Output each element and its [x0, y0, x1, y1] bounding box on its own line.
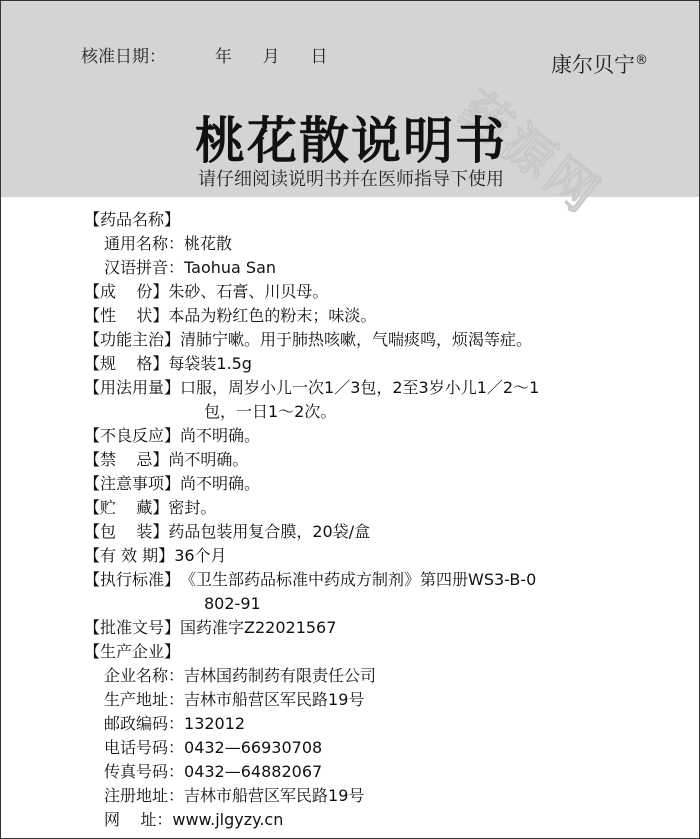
indications-row: 【功能主治】清肺宁嗽。用于肺热咳嗽，气喘痰鸣，烦渴等症。 — [84, 330, 533, 349]
storage-row: 【贮 藏】密封。 — [84, 498, 217, 517]
validity-row: 【有 效 期】36个月 — [84, 546, 227, 565]
section-manufacturer: 【生产企业】 — [84, 642, 181, 661]
generic-name-row: 通用名称：桃花散 — [104, 234, 233, 253]
package-row: 【包 装】药品包装用复合膜，20袋/盒 — [84, 522, 371, 541]
contraindications-row: 【禁 忌】尚不明确。 — [84, 450, 249, 469]
watermark: 药源网 — [448, 79, 612, 226]
ingredients-row: 【成 份】朱砂、石膏、川贝母。 — [84, 282, 329, 301]
registered-address-row: 注册地址：吉林市船营区军民路19号 — [104, 786, 365, 805]
address-row: 生产地址：吉林市船营区军民路19号 — [104, 690, 365, 709]
spec-row: 【规 格】每袋装1.5g — [84, 354, 252, 373]
approval-month: 月 — [262, 47, 280, 67]
postcode-row: 邮政编码：132012 — [104, 714, 246, 733]
appearance-row: 【性 状】本品为粉红色的粉末；味淡。 — [84, 306, 377, 325]
approval-date-label: 核准日期： — [81, 47, 166, 67]
dosage-row: 【用法用量】口服，周岁小儿一次1／3包，2至3岁小儿1／2～1 — [84, 378, 540, 397]
dosage-row-continued: 包，一日1～2次。 — [204, 402, 337, 421]
approval-number-row: 【批准文号】国药准字Z22021567 — [84, 618, 337, 637]
page-subtitle: 请仔细阅读说明书并在医师指导下使用 — [198, 169, 504, 190]
pinyin-row: 汉语拼音：Taohua San — [104, 258, 277, 277]
approval-date — [81, 42, 327, 67]
phone-row: 电话号码：0432—66930708 — [104, 738, 323, 757]
precautions-row: 【注意事项】尚不明确。 — [84, 474, 261, 493]
approval-day: 日 — [310, 47, 328, 67]
brand-logo: 康尔贝宁® — [551, 53, 648, 77]
standard-row-continued: 802-91 — [204, 594, 261, 613]
fax-row: 传真号码：0432—64882067 — [104, 762, 323, 781]
adverse-row: 【不良反应】尚不明确。 — [84, 426, 261, 445]
page-title: 桃花散说明书 — [195, 112, 507, 170]
section-drug-name: 【药品名称】 — [84, 210, 181, 229]
website-row: 网 址：www.jlgyzy.cn — [104, 810, 284, 829]
standard-row: 【执行标准】《卫生部药品标准中药成方制剂》第四册WS3-B-0 — [84, 570, 537, 589]
approval-year: 年 — [214, 47, 232, 67]
company-row: 企业名称：吉林国药制药有限责任公司 — [104, 666, 377, 685]
